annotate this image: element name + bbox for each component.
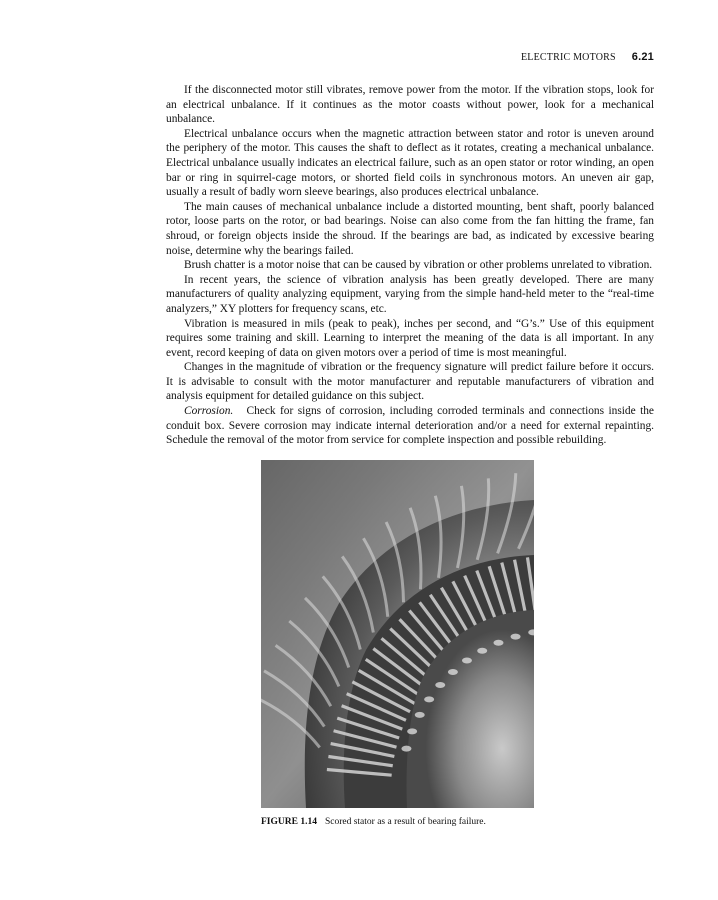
winding-tie xyxy=(511,634,521,640)
stator-illustration xyxy=(261,460,534,808)
section-title: ELECTRIC MOTORS xyxy=(521,52,616,63)
page-number: 6.21 xyxy=(631,51,654,63)
winding-tie xyxy=(424,696,434,702)
corrosion-heading: Corrosion. xyxy=(184,405,234,418)
figure-label: FIGURE 1.14 xyxy=(261,817,317,827)
corrosion-text: Check for signs of corrosion, including corroded terminals and connections inside the conduit box. Severe corrosion may indicate internal deterioration and/or a need for external repainting. Schedule the removal of the motor from service for complete inspection and possible rebuilding. xyxy=(166,405,654,447)
winding-tie xyxy=(401,746,411,752)
stator-photo xyxy=(261,460,534,808)
paragraph-mechanical-unbalance: The main causes of mechanical unbalance include a distorted mounting, bent shaft, poorly balanced rotor, loose parts on the rotor, or bad bearings. Noise can also come from the fan hitting the frame, fan shroud, or foreign objects inside the shroud. If the bearings are bad, as indicated by excessive bearing noise, determine why the bearings failed. xyxy=(166,200,654,257)
paragraph-electrical-unbalance: Electrical unbalance occurs when the magnetic attraction between stator and rotor is uneven around the periphery of the motor. This causes the shaft to deflect as it rotates, creating a mechanical unbalance. Electrical unbalance usually indicates an electrical failure, such as an open stator or rotor winding, an open bar or ring in squirrel-cage motors, or shorted field coils in synchronous motors. An uneven air gap, usually a result of badly worn sleeve bearings, also produces electrical unbalance. xyxy=(166,127,654,199)
winding-tie xyxy=(493,640,503,646)
winding-tie xyxy=(462,658,472,664)
winding-tie xyxy=(435,682,445,688)
body-text xyxy=(166,83,654,448)
figure-caption-text: Scored stator as a result of bearing failure. xyxy=(324,817,486,827)
figure-caption xyxy=(261,817,486,827)
winding-tie xyxy=(477,648,487,654)
winding-tie xyxy=(407,728,417,734)
paragraph-disconnected-motor: If the disconnected motor still vibrates, remove power from the motor. If the vibration stops, look for an electrical unbalance. If it continues as the motor coasts without power, look for a mechanical unbalance. xyxy=(166,84,654,126)
paragraph-vibration-measurement: Vibration is measured in mils (peak to peak), inches per second, and “G’s.” Use of this equipment requires some training and skill. Learning to interpret the meaning of the data is all important. In any event, record keeping of data on given motors over a period of time is most meaningful. xyxy=(166,317,654,359)
paragraph-vibration-analysis: In recent years, the science of vibration analysis has been greatly developed. There are many manufacturers of quality analyzing equipment, varying from the simple hand-held meter to the “real-time analyzers,” XY plotters for frequency scans, etc. xyxy=(166,273,654,315)
winding-tie xyxy=(448,669,458,675)
paragraph-corrosion xyxy=(166,404,654,448)
winding-tie xyxy=(415,712,425,718)
paragraph-predict-failure: Changes in the magnitude of vibration or the frequency signature will predict failure before it occurs. It is advisable to consult with the motor manufacturer and reputable manufacturers of vibration and analysis equipment for detailed guidance on this subject. xyxy=(166,361,654,403)
running-header xyxy=(521,51,654,63)
paragraph-brush-chatter: Brush chatter is a motor noise that can be caused by vibration or other problems unrelated to vibration. xyxy=(184,259,653,272)
